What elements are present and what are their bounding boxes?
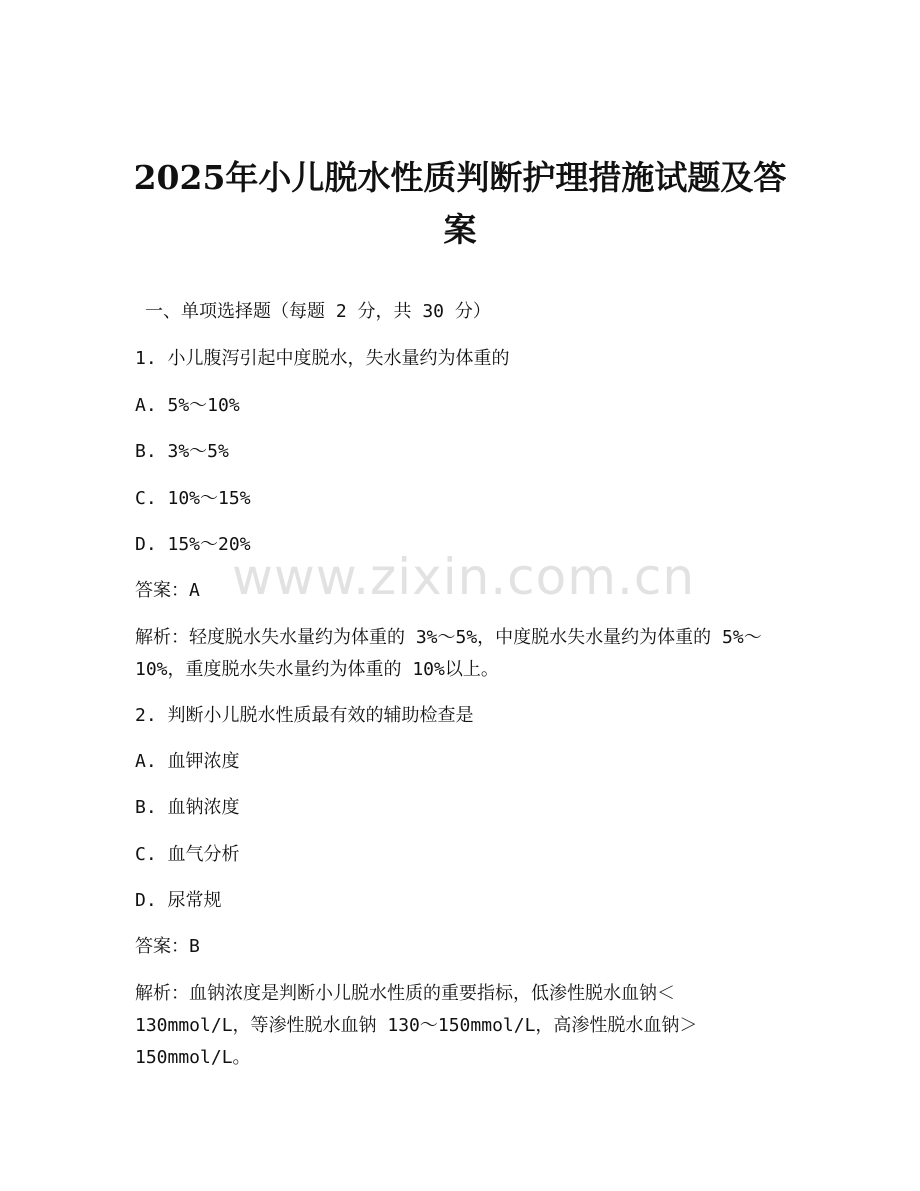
- explanation: 解析：血钠浓度是判断小儿脱水性质的重要指标，低渗性脱水血钠＜130mmol/L，等渗性脱水血钠 130～150mmol/L，高渗性脱水血钠＞150mmol/L。: [135, 983, 698, 1068]
- document-title: 2025年小儿脱水性质判断护理措施试题及答案: [133, 158, 787, 249]
- answer: 答案：B: [135, 936, 200, 957]
- answer: 答案：A: [135, 580, 200, 601]
- option-b: B. 3%～5%: [135, 441, 229, 462]
- watermark: www.zixin.com.cn: [232, 548, 696, 606]
- option-d: D. 15%～20%: [135, 534, 251, 555]
- question-stem: 2. 判断小儿脱水性质最有效的辅助检查是: [135, 705, 474, 726]
- section-heading: 一、单项选择题（每题 2 分，共 30 分）: [145, 301, 491, 322]
- option-d: D. 尿常规: [135, 890, 222, 911]
- option-c: C. 血气分析: [135, 844, 240, 865]
- option-a: A. 5%～10%: [135, 395, 240, 416]
- option-b: B. 血钠浓度: [135, 797, 240, 818]
- option-a: A. 血钾浓度: [135, 751, 240, 772]
- question-stem: 1. 小儿腹泻引起中度脱水，失水量约为体重的: [135, 348, 510, 369]
- explanation: 解析：轻度脱水失水量约为体重的 3%～5%，中度脱水失水量约为体重的 5%～10%，重度脱水失水量约为体重的 10%以上。: [135, 627, 762, 680]
- option-c: C. 10%～15%: [135, 488, 251, 509]
